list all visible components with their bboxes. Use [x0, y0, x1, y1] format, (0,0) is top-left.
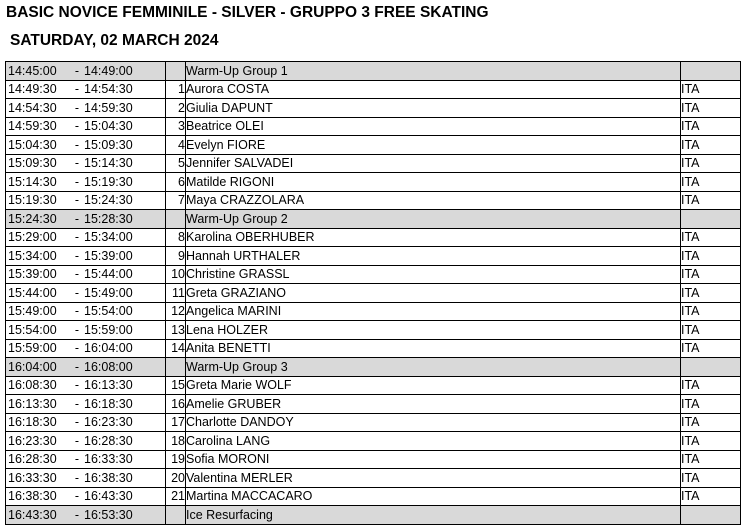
schedule-body: [6, 62, 741, 525]
end-time: 15:59:00: [84, 322, 133, 337]
session-label: Warm-Up Group 1: [186, 62, 681, 81]
nation: [681, 506, 741, 525]
session-label: Ice Resurfacing: [186, 506, 681, 525]
schedule-section-row: [6, 506, 741, 525]
start-time: 15:39:00: [8, 267, 57, 282]
nation: ITA: [681, 450, 741, 469]
start-number: [166, 358, 186, 377]
end-time: 16:53:30: [84, 507, 133, 522]
schedule-row: [6, 117, 741, 136]
start-time: 14:49:30: [8, 82, 57, 97]
skater-name: Hannah URTHALER: [186, 247, 681, 266]
time-cell: [6, 450, 166, 469]
start-number: 4: [166, 136, 186, 155]
time-separator: -: [74, 322, 80, 337]
time-cell: [6, 321, 166, 340]
time-separator: -: [74, 82, 80, 97]
end-time: 15:39:00: [84, 248, 133, 263]
nation: [681, 210, 741, 229]
time-separator: -: [74, 63, 80, 78]
nation: [681, 358, 741, 377]
time-separator: -: [74, 359, 80, 374]
schedule-section-row: [6, 210, 741, 229]
skater-name: Christine GRASSL: [186, 265, 681, 284]
end-time: 15:24:30: [84, 193, 133, 208]
time-separator: -: [74, 489, 80, 504]
schedule-row: [6, 191, 741, 210]
start-number: [166, 506, 186, 525]
nation: ITA: [681, 247, 741, 266]
end-time: 16:08:00: [84, 359, 133, 374]
skater-name: Beatrice OLEI: [186, 117, 681, 136]
nation: ITA: [681, 321, 741, 340]
schedule-row: [6, 265, 741, 284]
start-time: 15:29:00: [8, 230, 57, 245]
skater-name: Lena HOLZER: [186, 321, 681, 340]
start-time: 14:54:30: [8, 100, 57, 115]
start-time: 16:43:30: [8, 507, 57, 522]
time-separator: -: [74, 452, 80, 467]
time-separator: -: [74, 156, 80, 171]
nation: ITA: [681, 154, 741, 173]
time-cell: [6, 469, 166, 488]
time-cell: [6, 413, 166, 432]
start-time: 16:33:30: [8, 470, 57, 485]
start-number: 6: [166, 173, 186, 192]
nation: ITA: [681, 339, 741, 358]
start-time: 15:44:00: [8, 285, 57, 300]
time-cell: [6, 339, 166, 358]
start-number: 2: [166, 99, 186, 118]
start-time: 15:59:00: [8, 341, 57, 356]
schedule-section-row: [6, 62, 741, 81]
schedule-row: [6, 80, 741, 99]
time-separator: -: [74, 230, 80, 245]
nation: ITA: [681, 376, 741, 395]
time-separator: -: [74, 211, 80, 226]
start-number: 21: [166, 487, 186, 506]
time-cell: [6, 432, 166, 451]
schedule-row: [6, 469, 741, 488]
start-time: 15:54:00: [8, 322, 57, 337]
end-time: 14:59:30: [84, 100, 133, 115]
start-time: 16:08:30: [8, 378, 57, 393]
schedule-row: [6, 321, 741, 340]
end-time: 14:49:00: [84, 63, 133, 78]
nation: ITA: [681, 469, 741, 488]
skater-name: Martina MACCACARO: [186, 487, 681, 506]
time-cell: [6, 247, 166, 266]
page-title: BASIC NOVICE FEMMINILE - SILVER - GRUPPO 3 FREE SKATING: [6, 4, 489, 21]
time-cell: [6, 376, 166, 395]
start-time: 16:28:30: [8, 452, 57, 467]
nation: [681, 62, 741, 81]
start-number: 18: [166, 432, 186, 451]
end-time: 16:04:00: [84, 341, 133, 356]
skater-name: Amelie GRUBER: [186, 395, 681, 414]
start-number: 1: [166, 80, 186, 99]
schedule-date: SATURDAY, 02 MARCH 2024: [10, 32, 219, 49]
time-cell: [6, 210, 166, 229]
start-number: 9: [166, 247, 186, 266]
end-time: 16:43:30: [84, 489, 133, 504]
start-number: 17: [166, 413, 186, 432]
time-separator: -: [74, 267, 80, 282]
end-time: 15:28:30: [84, 211, 133, 226]
schedule-row: [6, 450, 741, 469]
start-time: 16:23:30: [8, 433, 57, 448]
nation: ITA: [681, 487, 741, 506]
skater-name: Charlotte DANDOY: [186, 413, 681, 432]
schedule-row: [6, 395, 741, 414]
time-cell: [6, 487, 166, 506]
skater-name: Greta GRAZIANO: [186, 284, 681, 303]
time-separator: -: [74, 248, 80, 263]
nation: ITA: [681, 302, 741, 321]
start-number: [166, 210, 186, 229]
time-cell: [6, 154, 166, 173]
time-cell: [6, 173, 166, 192]
end-time: 16:38:30: [84, 470, 133, 485]
skater-name: Giulia DAPUNT: [186, 99, 681, 118]
time-cell: [6, 117, 166, 136]
nation: ITA: [681, 173, 741, 192]
time-cell: [6, 136, 166, 155]
skater-name: Karolina OBERHUBER: [186, 228, 681, 247]
skater-name: Carolina LANG: [186, 432, 681, 451]
end-time: 16:23:30: [84, 415, 133, 430]
schedule-row: [6, 173, 741, 192]
skater-name: Sofia MORONI: [186, 450, 681, 469]
start-time: 16:18:30: [8, 415, 57, 430]
start-time: 15:09:30: [8, 156, 57, 171]
start-number: 20: [166, 469, 186, 488]
time-separator: -: [74, 304, 80, 319]
end-time: 15:19:30: [84, 174, 133, 189]
time-cell: [6, 265, 166, 284]
nation: ITA: [681, 413, 741, 432]
schedule-row: [6, 247, 741, 266]
nation: ITA: [681, 265, 741, 284]
schedule-row: [6, 413, 741, 432]
schedule-row: [6, 432, 741, 451]
end-time: 14:54:30: [84, 82, 133, 97]
time-cell: [6, 395, 166, 414]
start-time: 15:04:30: [8, 137, 57, 152]
nation: ITA: [681, 136, 741, 155]
skater-name: Evelyn FIORE: [186, 136, 681, 155]
nation: ITA: [681, 432, 741, 451]
start-number: 16: [166, 395, 186, 414]
end-time: 15:09:30: [84, 137, 133, 152]
end-time: 16:28:30: [84, 433, 133, 448]
skater-name: Anita BENETTI: [186, 339, 681, 358]
time-separator: -: [74, 341, 80, 356]
end-time: 15:04:30: [84, 119, 133, 134]
start-time: 14:45:00: [8, 63, 57, 78]
time-cell: [6, 506, 166, 525]
nation: ITA: [681, 99, 741, 118]
time-separator: -: [74, 415, 80, 430]
schedule-row: [6, 487, 741, 506]
time-cell: [6, 284, 166, 303]
schedule-section-row: [6, 358, 741, 377]
end-time: 16:18:30: [84, 396, 133, 411]
time-separator: -: [74, 119, 80, 134]
skater-name: Greta Marie WOLF: [186, 376, 681, 395]
time-cell: [6, 302, 166, 321]
time-separator: -: [74, 378, 80, 393]
skater-name: Maya CRAZZOLARA: [186, 191, 681, 210]
end-time: 15:34:00: [84, 230, 133, 245]
start-number: 13: [166, 321, 186, 340]
time-separator: -: [74, 433, 80, 448]
skater-name: Jennifer SALVADEI: [186, 154, 681, 173]
schedule-row: [6, 99, 741, 118]
time-cell: [6, 80, 166, 99]
time-cell: [6, 62, 166, 81]
start-number: 10: [166, 265, 186, 284]
start-number: 12: [166, 302, 186, 321]
nation: ITA: [681, 228, 741, 247]
time-cell: [6, 191, 166, 210]
start-number: 11: [166, 284, 186, 303]
end-time: 15:44:00: [84, 267, 133, 282]
start-number: 3: [166, 117, 186, 136]
nation: ITA: [681, 284, 741, 303]
schedule-row: [6, 136, 741, 155]
end-time: 16:33:30: [84, 452, 133, 467]
start-time: 16:13:30: [8, 396, 57, 411]
schedule-row: [6, 284, 741, 303]
nation: ITA: [681, 191, 741, 210]
time-separator: -: [74, 507, 80, 522]
skater-name: Aurora COSTA: [186, 80, 681, 99]
nation: ITA: [681, 117, 741, 136]
start-number: 8: [166, 228, 186, 247]
start-number: 7: [166, 191, 186, 210]
start-number: 19: [166, 450, 186, 469]
time-separator: -: [74, 137, 80, 152]
time-separator: -: [74, 174, 80, 189]
time-separator: -: [74, 193, 80, 208]
end-time: 16:13:30: [84, 378, 133, 393]
time-separator: -: [74, 470, 80, 485]
nation: ITA: [681, 80, 741, 99]
start-time: 15:19:30: [8, 193, 57, 208]
start-number: 14: [166, 339, 186, 358]
start-time: 16:38:30: [8, 489, 57, 504]
schedule-table: [5, 61, 741, 525]
time-cell: [6, 228, 166, 247]
nation: ITA: [681, 395, 741, 414]
start-time: 15:49:00: [8, 304, 57, 319]
start-time: 15:14:30: [8, 174, 57, 189]
start-time: 16:04:00: [8, 359, 57, 374]
start-time: 15:34:00: [8, 248, 57, 263]
end-time: 15:14:30: [84, 156, 133, 171]
session-label: Warm-Up Group 2: [186, 210, 681, 229]
time-separator: -: [74, 285, 80, 300]
start-time: 15:24:30: [8, 211, 57, 226]
start-number: 15: [166, 376, 186, 395]
schedule-row: [6, 228, 741, 247]
schedule-row: [6, 154, 741, 173]
time-cell: [6, 99, 166, 118]
session-label: Warm-Up Group 3: [186, 358, 681, 377]
skater-name: Matilde RIGONI: [186, 173, 681, 192]
time-separator: -: [74, 396, 80, 411]
skater-name: Angelica MARINI: [186, 302, 681, 321]
schedule-row: [6, 339, 741, 358]
start-number: [166, 62, 186, 81]
schedule-row: [6, 302, 741, 321]
time-cell: [6, 358, 166, 377]
start-number: 5: [166, 154, 186, 173]
end-time: 15:54:00: [84, 304, 133, 319]
time-separator: -: [74, 100, 80, 115]
start-time: 14:59:30: [8, 119, 57, 134]
schedule-row: [6, 376, 741, 395]
end-time: 15:49:00: [84, 285, 133, 300]
skater-name: Valentina MERLER: [186, 469, 681, 488]
